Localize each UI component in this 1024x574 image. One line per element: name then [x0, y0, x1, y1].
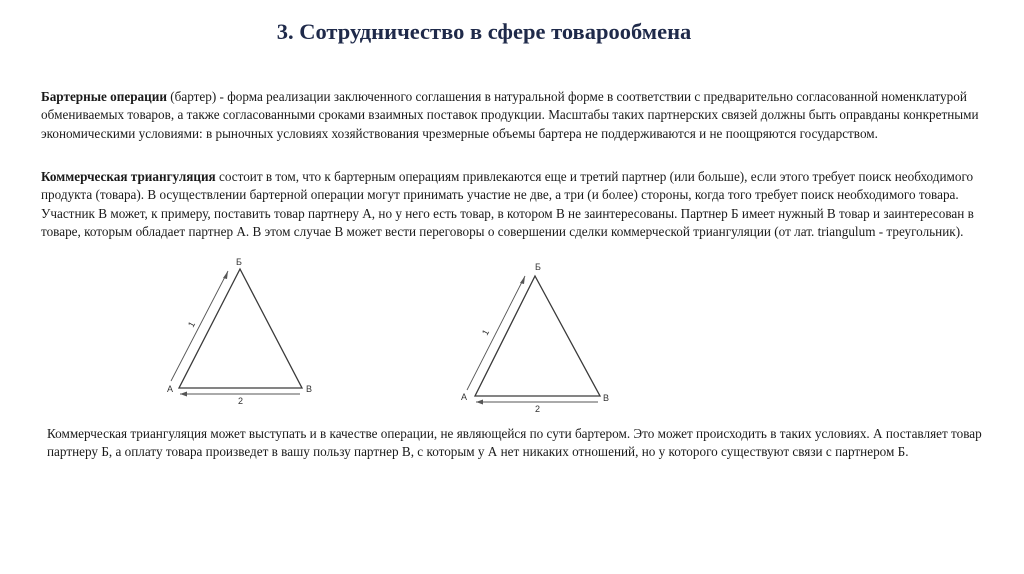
paragraph-barter	[41, 88, 1001, 143]
arrow-1	[467, 276, 525, 390]
vertex-label-v: В	[603, 393, 610, 403]
vertex-label-a: А	[167, 384, 174, 394]
triangulation-definition: состоит в том, что к бартерным операциям привлекаются еще и третий партнер (или больше), если этого требует поиск необходимого продукта (товара). В осуществлении бартерной операции могут принимать участие не две, а три (и более) стороны, когда того требует поиск необходимого товара. Участник В может, к примеру, поставить товар партнеру А, но у него есть товар, в котором В не заинтересованы. Партнер Б имеет нужный В товар и заинтересован в товаре, которым обладает партнер А. В этом случае В может вести переговоры о совершении сделки коммерческой триангуляции (от лат. triangulum - треугольник).	[41, 169, 974, 239]
arrow-2-head	[476, 400, 483, 405]
triangle-shape	[475, 276, 600, 396]
arrow-2-head	[180, 392, 187, 397]
term-triangulation: Коммерческая триангуляция	[41, 169, 216, 184]
arrow-2-label: 2	[535, 404, 541, 414]
arrow-1-label: 1	[185, 319, 198, 329]
barter-definition: (бартер) - форма реализации заключенного соглашения в натуральной форме в соответствии с предварительно согласованной номенклатурой обмениваемых товаров, а также согласованными сроками взаимных поставок продукции. Масштабы таких партнерских связей должны быть оправданы конкретными экономическими условиями: в рыночных условиях хозяйствования чрезмерные объемы бартера не поддерживаются и не поощряются государством.	[41, 89, 979, 141]
triangle-diagram-2	[455, 258, 620, 418]
slide-title: 3. Сотрудничество в сфере товарообмена	[276, 19, 692, 44]
triangle-diagram-1	[160, 256, 330, 411]
arrow-2-label: 2	[238, 396, 244, 406]
vertex-label-b: Б	[535, 262, 541, 272]
vertex-label-b: Б	[236, 257, 242, 267]
triangle-shape	[179, 269, 302, 388]
vertex-label-v: В	[306, 384, 313, 394]
vertex-label-a: А	[461, 392, 468, 402]
arrow-1-head	[520, 276, 525, 284]
paragraph-triangulation-nonbarter: Коммерческая триангуляция может выступать и в качестве операции, не являющейся по сути бартером. Это может происходить в таких условиях. А поставляет товар партнеру Б, а оплату товара произведет в вашу пользу партнер В, с которым у А нет никаких отношений, но у которого существуют связи с партнером Б.	[47, 426, 982, 460]
arrow-1-label: 1	[479, 327, 492, 337]
arrow-1-head	[223, 271, 228, 279]
arrow-1	[171, 271, 228, 381]
paragraph-triangulation	[41, 168, 1001, 241]
term-barter: Бартерные операции	[41, 89, 167, 104]
